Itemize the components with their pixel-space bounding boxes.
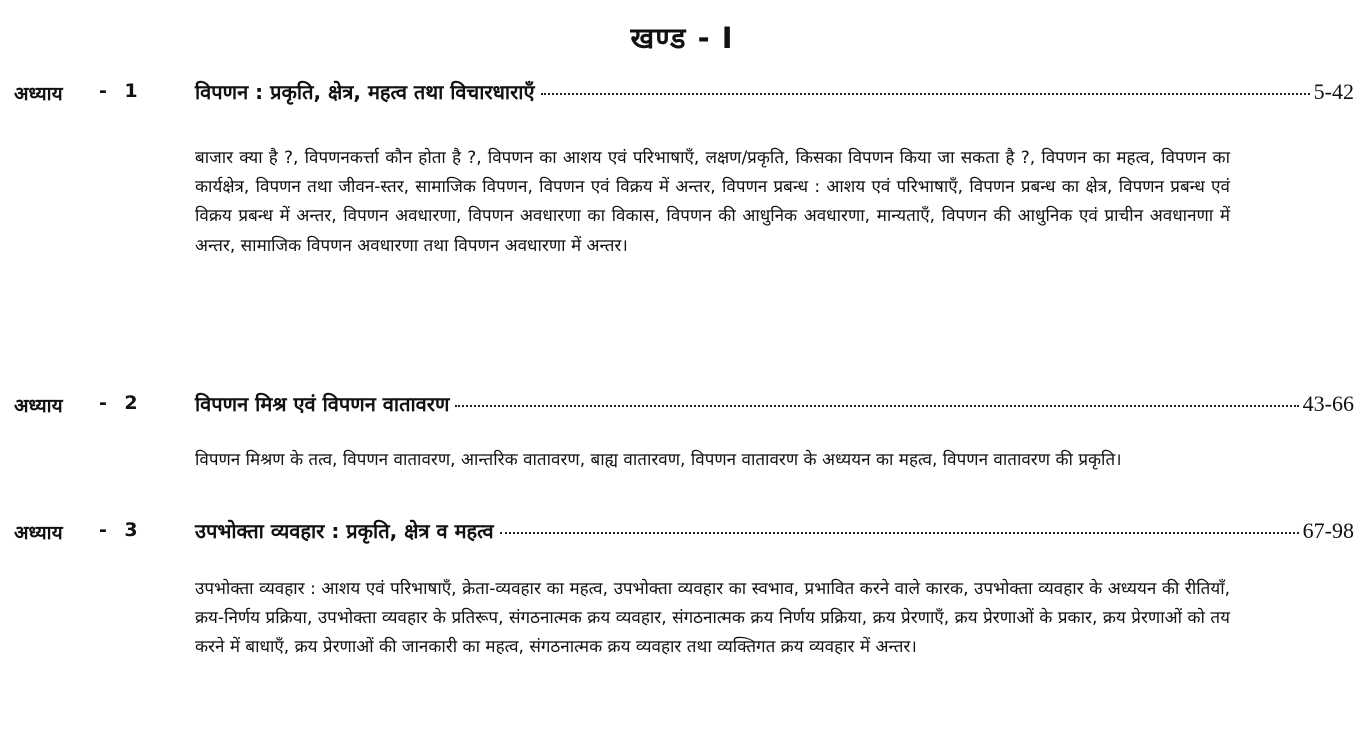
chapter-title[interactable]: उपभोक्ता व्यवहार : प्रकृति, क्षेत्र व महत्व <box>195 519 494 543</box>
chapter-heading[interactable] <box>0 390 1364 424</box>
chapter-title-row <box>195 78 1354 110</box>
chapter-label: अध्याय <box>14 522 63 544</box>
chapter-pages[interactable]: 67-98 <box>1302 518 1354 543</box>
chapter-title-row <box>195 517 1354 549</box>
section-title: खण्ड - I <box>630 21 734 55</box>
chapter-number: 3 <box>124 519 138 541</box>
chapter-dash: - <box>99 80 107 102</box>
chapter-description: बाजार क्या है ?, विपणनकर्त्ता कौन होता है ?, विपणन का आशय एवं परिभाषाएँ, लक्षण/प्रकृति, किसका विपणन किया जा सकता है ?, विपणन का महत्व, विपणन का कार्यक्षेत्र, विपणन तथा जीवन-स्तर, सामाजिक विपणन, विपणन एवं विक्रय में अन्तर, विपणन प्रबन्ध : आशय एवं परिभाषाएँ, विपणन प्रबन्ध का क्षेत्र, विपणन प्रबन्ध एवं विक्रय प्रबन्ध में अन्तर, विपणन अवधारणा, विपणन अवधारणा का विकास, विपणन की आधुनिक अवधारणा, मान्यताएँ, विपणन की आधुनिक एवं प्राचीन अवधानणा में अन्तर, सामाजिक विपणन अवधारणा तथा विपणन अवधारणा में अन्तर। <box>195 148 1230 256</box>
chapter-description: विपणन मिश्रण के तत्व, विपणन वातावरण, आन्तरिक वातावरण, बाह्य वातारवण, विपणन वातावरण के अध्ययन का महत्व, विपणन वातावरण की प्रकृति। <box>195 450 1122 470</box>
chapter-title[interactable]: विपणन मिश्र एवं विपणन वातावरण <box>195 392 450 416</box>
chapter-dash: - <box>99 392 107 414</box>
chapter-label: अध्याय <box>14 83 63 105</box>
dot-leader <box>541 93 1310 95</box>
chapter-title-row <box>195 390 1354 422</box>
chapter-heading[interactable] <box>0 517 1364 551</box>
chapter-title[interactable]: विपणन : प्रकृति, क्षेत्र, महत्व तथा विचारधाराएँ <box>195 80 535 104</box>
chapter-heading[interactable] <box>0 78 1364 112</box>
chapter-dash: - <box>99 519 107 541</box>
chapter-number: 1 <box>124 80 138 102</box>
dot-leader <box>500 532 1299 534</box>
dot-leader <box>455 405 1298 407</box>
chapter-pages[interactable]: 43-66 <box>1302 391 1354 416</box>
chapter-label: अध्याय <box>14 395 63 417</box>
chapter-pages[interactable]: 5-42 <box>1313 79 1354 104</box>
chapter-number: 2 <box>124 392 138 414</box>
chapter-description: उपभोक्ता व्यवहार : आशय एवं परिभाषाएँ, क्रेता-व्यवहार का महत्व, उपभोक्ता व्यवहार का स्वभाव, प्रभावित करने वाले कारक, उपभोक्ता व्यवहार के अध्ययन की रीतियाँ, क्रय-निर्णय प्रक्रिया, उपभोक्ता व्यवहार के प्रतिरूप, संगठनात्मक क्रय व्यवहार, संगठनात्मक क्रय निर्णय प्रक्रिया, क्रय प्रेरणाएँ, क्रय प्रेरणाओं के प्रकार, क्रय प्रेरणाओं को तय करने में बाधाएँ, क्रय प्रेरणाओं की जानकारी का महत्व, संगठनात्मक क्रय व्यवहार तथा व्यक्तिगत क्रय व्यवहार में अन्तर। <box>195 579 1230 658</box>
